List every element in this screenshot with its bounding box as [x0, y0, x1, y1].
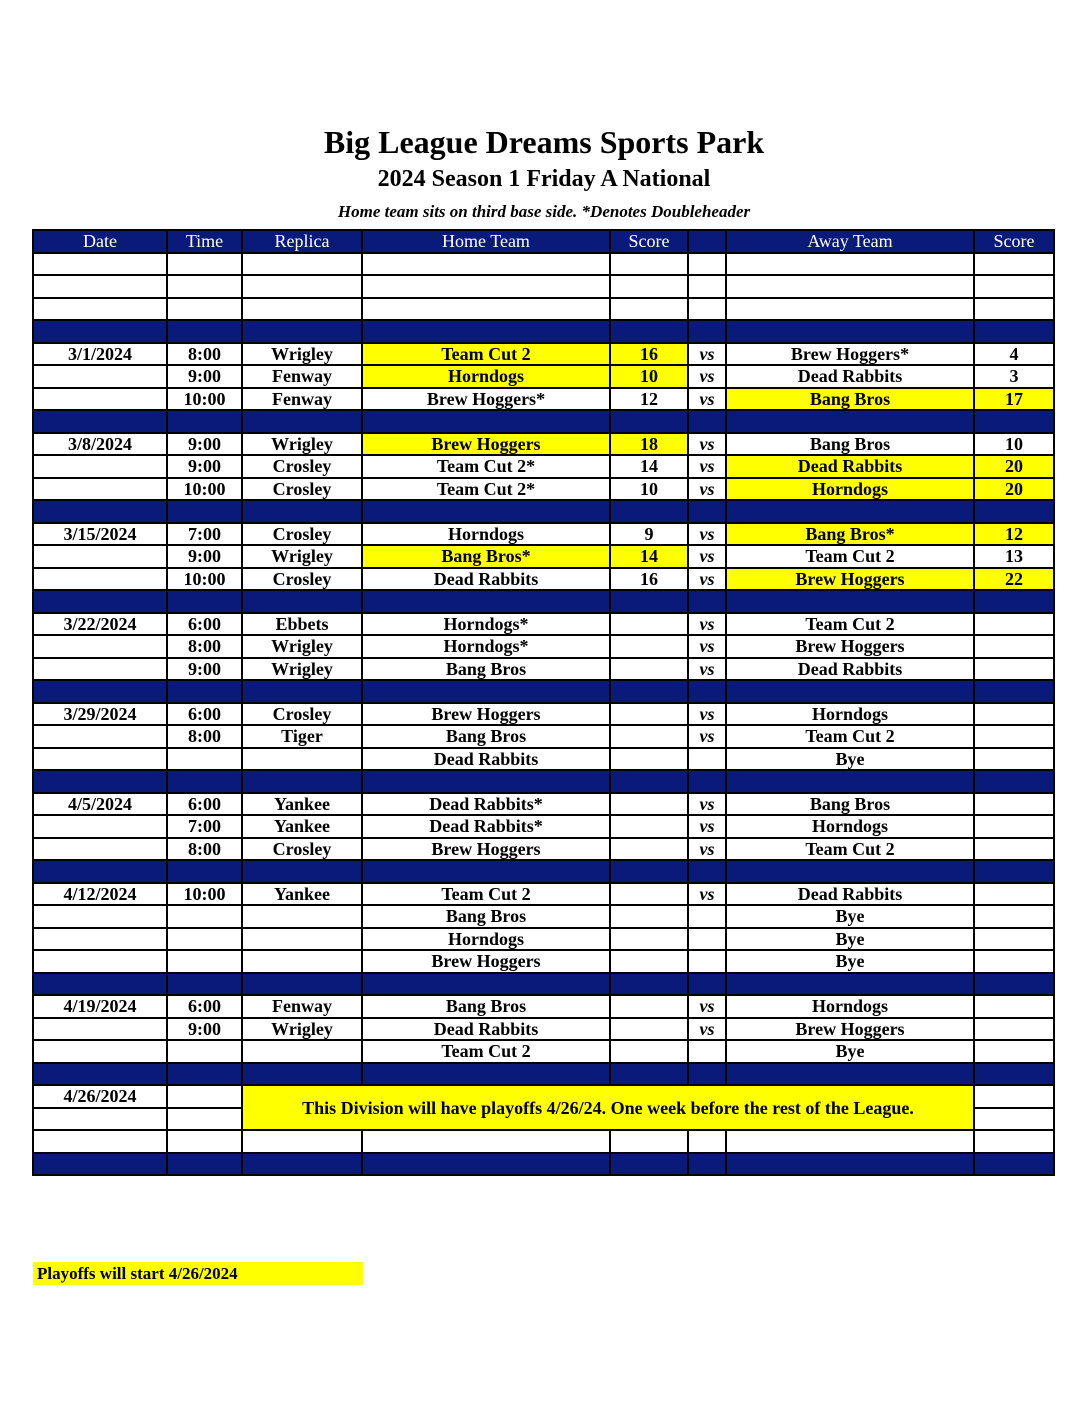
- replica-cell: Yankee: [242, 883, 362, 906]
- table-row: [33, 523, 1054, 546]
- table-row: [33, 1085, 1054, 1108]
- vs-cell: vs: [688, 1018, 726, 1041]
- table-row: [33, 658, 1054, 681]
- date-cell: 3/22/2024: [33, 613, 167, 636]
- away-team-cell: Horndogs: [726, 703, 974, 726]
- table-row: [33, 883, 1054, 906]
- replica-cell: Crosley: [242, 478, 362, 501]
- home-score-cell: 16: [610, 568, 688, 591]
- replica-cell: Wrigley: [242, 545, 362, 568]
- home-team-cell: Dead Rabbits*: [362, 815, 610, 838]
- away-team-cell: Bye: [726, 1040, 974, 1063]
- date-cell: 3/15/2024: [33, 523, 167, 546]
- home-team-cell: Bang Bros: [362, 725, 610, 748]
- away-team-cell: Bye: [726, 905, 974, 928]
- away-team-cell: Dead Rabbits: [726, 455, 974, 478]
- home-team-cell: Team Cut 2: [362, 883, 610, 906]
- replica-cell: Wrigley: [242, 1018, 362, 1041]
- empty-row: [33, 298, 1054, 321]
- time-cell: 8:00: [167, 725, 242, 748]
- page-title: Big League Dreams Sports Park: [323, 124, 765, 160]
- home-team-cell: Horndogs: [362, 523, 610, 546]
- home-team-cell: Brew Hoggers: [362, 950, 610, 973]
- vs-cell: vs: [688, 523, 726, 546]
- home-team-cell: Team Cut 2: [362, 343, 610, 366]
- away-team-cell: Bang Bros*: [726, 523, 974, 546]
- replica-cell: Ebbets: [242, 613, 362, 636]
- home-team-cell: Brew Hoggers: [362, 838, 610, 861]
- col-away-score: Score: [974, 230, 1054, 253]
- separator-row: [33, 770, 1054, 793]
- away-team-cell: Horndogs: [726, 815, 974, 838]
- away-team-cell: Dead Rabbits: [726, 365, 974, 388]
- col-away-team: Away Team: [726, 230, 974, 253]
- separator-row: [33, 500, 1054, 523]
- away-score-cell: 22: [974, 568, 1054, 591]
- date-cell: 3/8/2024: [33, 433, 167, 456]
- vs-cell: vs: [688, 658, 726, 681]
- empty-row: [33, 275, 1054, 298]
- home-score-cell: 10: [610, 365, 688, 388]
- replica-cell: Wrigley: [242, 343, 362, 366]
- replica-cell: Crosley: [242, 523, 362, 546]
- date-cell: 3/29/2024: [33, 703, 167, 726]
- col-time: Time: [167, 230, 242, 253]
- table-row: [33, 635, 1054, 658]
- vs-cell: vs: [688, 455, 726, 478]
- time-cell: 9:00: [167, 433, 242, 456]
- playoff-notice: This Division will have playoffs 4/26/24. One week before the rest of the League.: [242, 1085, 974, 1130]
- away-score-cell: 20: [974, 455, 1054, 478]
- home-team-cell: Horndogs: [362, 928, 610, 951]
- replica-cell: Crosley: [242, 455, 362, 478]
- home-team-cell: Horndogs*: [362, 635, 610, 658]
- time-cell: 7:00: [167, 523, 242, 546]
- home-team-cell: Dead Rabbits*: [362, 793, 610, 816]
- home-score-cell: 16: [610, 343, 688, 366]
- away-team-cell: Team Cut 2: [726, 725, 974, 748]
- time-cell: 8:00: [167, 343, 242, 366]
- replica-cell: Fenway: [242, 995, 362, 1018]
- table-header-row: [33, 230, 1054, 253]
- vs-cell: vs: [688, 883, 726, 906]
- time-cell: 6:00: [167, 613, 242, 636]
- away-score-cell: 13: [974, 545, 1054, 568]
- table-row: [33, 1040, 1054, 1063]
- table-row: [33, 365, 1054, 388]
- col-home-score: Score: [610, 230, 688, 253]
- home-score-cell: 12: [610, 388, 688, 411]
- away-score-cell: 20: [974, 478, 1054, 501]
- table-row: [33, 793, 1054, 816]
- home-team-cell: Brew Hoggers*: [362, 388, 610, 411]
- away-team-cell: Horndogs: [726, 995, 974, 1018]
- replica-cell: Wrigley: [242, 658, 362, 681]
- home-team-cell: Team Cut 2*: [362, 455, 610, 478]
- away-score-cell: 10: [974, 433, 1054, 456]
- table-row: [33, 928, 1054, 951]
- table-row: [33, 343, 1054, 366]
- time-cell: 9:00: [167, 365, 242, 388]
- home-team-cell: Brew Hoggers: [362, 433, 610, 456]
- separator-row: [33, 680, 1054, 703]
- playoffs-start-note: Playoffs will start 4/26/2024: [33, 1262, 363, 1285]
- replica-cell: Wrigley: [242, 635, 362, 658]
- home-team-cell: Brew Hoggers: [362, 703, 610, 726]
- away-score-cell: 17: [974, 388, 1054, 411]
- home-team-cell: Horndogs: [362, 365, 610, 388]
- time-cell: 8:00: [167, 635, 242, 658]
- away-team-cell: Bye: [726, 748, 974, 771]
- home-team-cell: Bang Bros: [362, 658, 610, 681]
- vs-cell: vs: [688, 635, 726, 658]
- replica-cell: Yankee: [242, 793, 362, 816]
- time-cell: 10:00: [167, 388, 242, 411]
- home-team-cell: Dead Rabbits: [362, 1018, 610, 1041]
- table-row: [33, 1018, 1054, 1041]
- page-subtitle: 2024 Season 1 Friday A National: [377, 166, 711, 192]
- away-score-cell: 4: [974, 343, 1054, 366]
- vs-cell: vs: [688, 703, 726, 726]
- away-team-cell: Brew Hoggers: [726, 635, 974, 658]
- replica-cell: Crosley: [242, 838, 362, 861]
- home-score-cell: 9: [610, 523, 688, 546]
- home-team-cell: Bang Bros: [362, 995, 610, 1018]
- home-score-cell: 10: [610, 478, 688, 501]
- vs-cell: vs: [688, 613, 726, 636]
- home-team-cell: Dead Rabbits: [362, 748, 610, 771]
- vs-cell: vs: [688, 545, 726, 568]
- vs-cell: vs: [688, 815, 726, 838]
- home-team-cell: Team Cut 2*: [362, 478, 610, 501]
- away-team-cell: Dead Rabbits: [726, 658, 974, 681]
- vs-cell: vs: [688, 433, 726, 456]
- vs-cell: vs: [688, 343, 726, 366]
- replica-cell: Crosley: [242, 568, 362, 591]
- vs-cell: vs: [688, 478, 726, 501]
- separator-row: [33, 860, 1054, 883]
- date-cell: 4/19/2024: [33, 995, 167, 1018]
- table-row: [33, 478, 1054, 501]
- separator-row: [33, 1153, 1054, 1176]
- time-cell: 7:00: [167, 815, 242, 838]
- table-row: [33, 748, 1054, 771]
- time-cell: 10:00: [167, 478, 242, 501]
- home-team-cell: Bang Bros: [362, 905, 610, 928]
- table-row: [33, 950, 1054, 973]
- vs-cell: vs: [688, 365, 726, 388]
- date-cell: 3/1/2024: [33, 343, 167, 366]
- time-cell: 9:00: [167, 545, 242, 568]
- away-score-cell: 3: [974, 365, 1054, 388]
- schedule-note: Home team sits on third base side. *Denotes Doubleheader: [337, 202, 751, 221]
- away-team-cell: Brew Hoggers*: [726, 343, 974, 366]
- away-team-cell: Team Cut 2: [726, 613, 974, 636]
- date-cell: 4/5/2024: [33, 793, 167, 816]
- time-cell: 10:00: [167, 568, 242, 591]
- away-team-cell: Team Cut 2: [726, 838, 974, 861]
- away-team-cell: Team Cut 2: [726, 545, 974, 568]
- vs-cell: vs: [688, 725, 726, 748]
- empty-row: [33, 253, 1054, 276]
- home-score-cell: 18: [610, 433, 688, 456]
- col-replica: Replica: [242, 230, 362, 253]
- replica-cell: Fenway: [242, 365, 362, 388]
- time-cell: 9:00: [167, 455, 242, 478]
- col-home-team: Home Team: [362, 230, 610, 253]
- separator-row: [33, 1063, 1054, 1086]
- time-cell: 9:00: [167, 658, 242, 681]
- replica-cell: Crosley: [242, 703, 362, 726]
- date-cell: 4/12/2024: [33, 883, 167, 906]
- time-cell: 6:00: [167, 793, 242, 816]
- table-row: [33, 995, 1054, 1018]
- away-team-cell: Bye: [726, 928, 974, 951]
- time-cell: 8:00: [167, 838, 242, 861]
- table-row: [33, 388, 1054, 411]
- vs-cell: vs: [688, 568, 726, 591]
- home-team-cell: Bang Bros*: [362, 545, 610, 568]
- away-team-cell: Bang Bros: [726, 433, 974, 456]
- schedule-table: [32, 229, 1055, 1176]
- home-team-cell: Horndogs*: [362, 613, 610, 636]
- home-team-cell: Team Cut 2: [362, 1040, 610, 1063]
- table-row: [33, 725, 1054, 748]
- replica-cell: Yankee: [242, 815, 362, 838]
- away-team-cell: Bang Bros: [726, 388, 974, 411]
- away-team-cell: Dead Rabbits: [726, 883, 974, 906]
- table-row: [33, 815, 1054, 838]
- col-vs: [688, 230, 726, 253]
- time-cell: 9:00: [167, 1018, 242, 1041]
- table-row: [33, 838, 1054, 861]
- time-cell: 6:00: [167, 995, 242, 1018]
- table-row: [33, 568, 1054, 591]
- home-score-cell: 14: [610, 545, 688, 568]
- table-row: [33, 455, 1054, 478]
- empty-row: [33, 1130, 1054, 1153]
- replica-cell: Tiger: [242, 725, 362, 748]
- vs-cell: vs: [688, 793, 726, 816]
- time-cell: 6:00: [167, 703, 242, 726]
- home-team-cell: Dead Rabbits: [362, 568, 610, 591]
- home-score-cell: 14: [610, 455, 688, 478]
- separator-row: [33, 410, 1054, 433]
- separator-row: [33, 320, 1054, 343]
- separator-row: [33, 590, 1054, 613]
- replica-cell: Wrigley: [242, 433, 362, 456]
- table-row: [33, 905, 1054, 928]
- date-cell: 4/26/2024: [33, 1085, 167, 1108]
- away-team-cell: Bye: [726, 950, 974, 973]
- table-row: [33, 545, 1054, 568]
- away-team-cell: Bang Bros: [726, 793, 974, 816]
- replica-cell: Fenway: [242, 388, 362, 411]
- time-cell: 10:00: [167, 883, 242, 906]
- vs-cell: vs: [688, 995, 726, 1018]
- table-row: [33, 433, 1054, 456]
- vs-cell: vs: [688, 388, 726, 411]
- away-team-cell: Brew Hoggers: [726, 1018, 974, 1041]
- table-row: [33, 613, 1054, 636]
- away-team-cell: Brew Hoggers: [726, 568, 974, 591]
- away-score-cell: 12: [974, 523, 1054, 546]
- col-date: Date: [33, 230, 167, 253]
- separator-row: [33, 973, 1054, 996]
- vs-cell: vs: [688, 838, 726, 861]
- table-row: [33, 703, 1054, 726]
- away-team-cell: Horndogs: [726, 478, 974, 501]
